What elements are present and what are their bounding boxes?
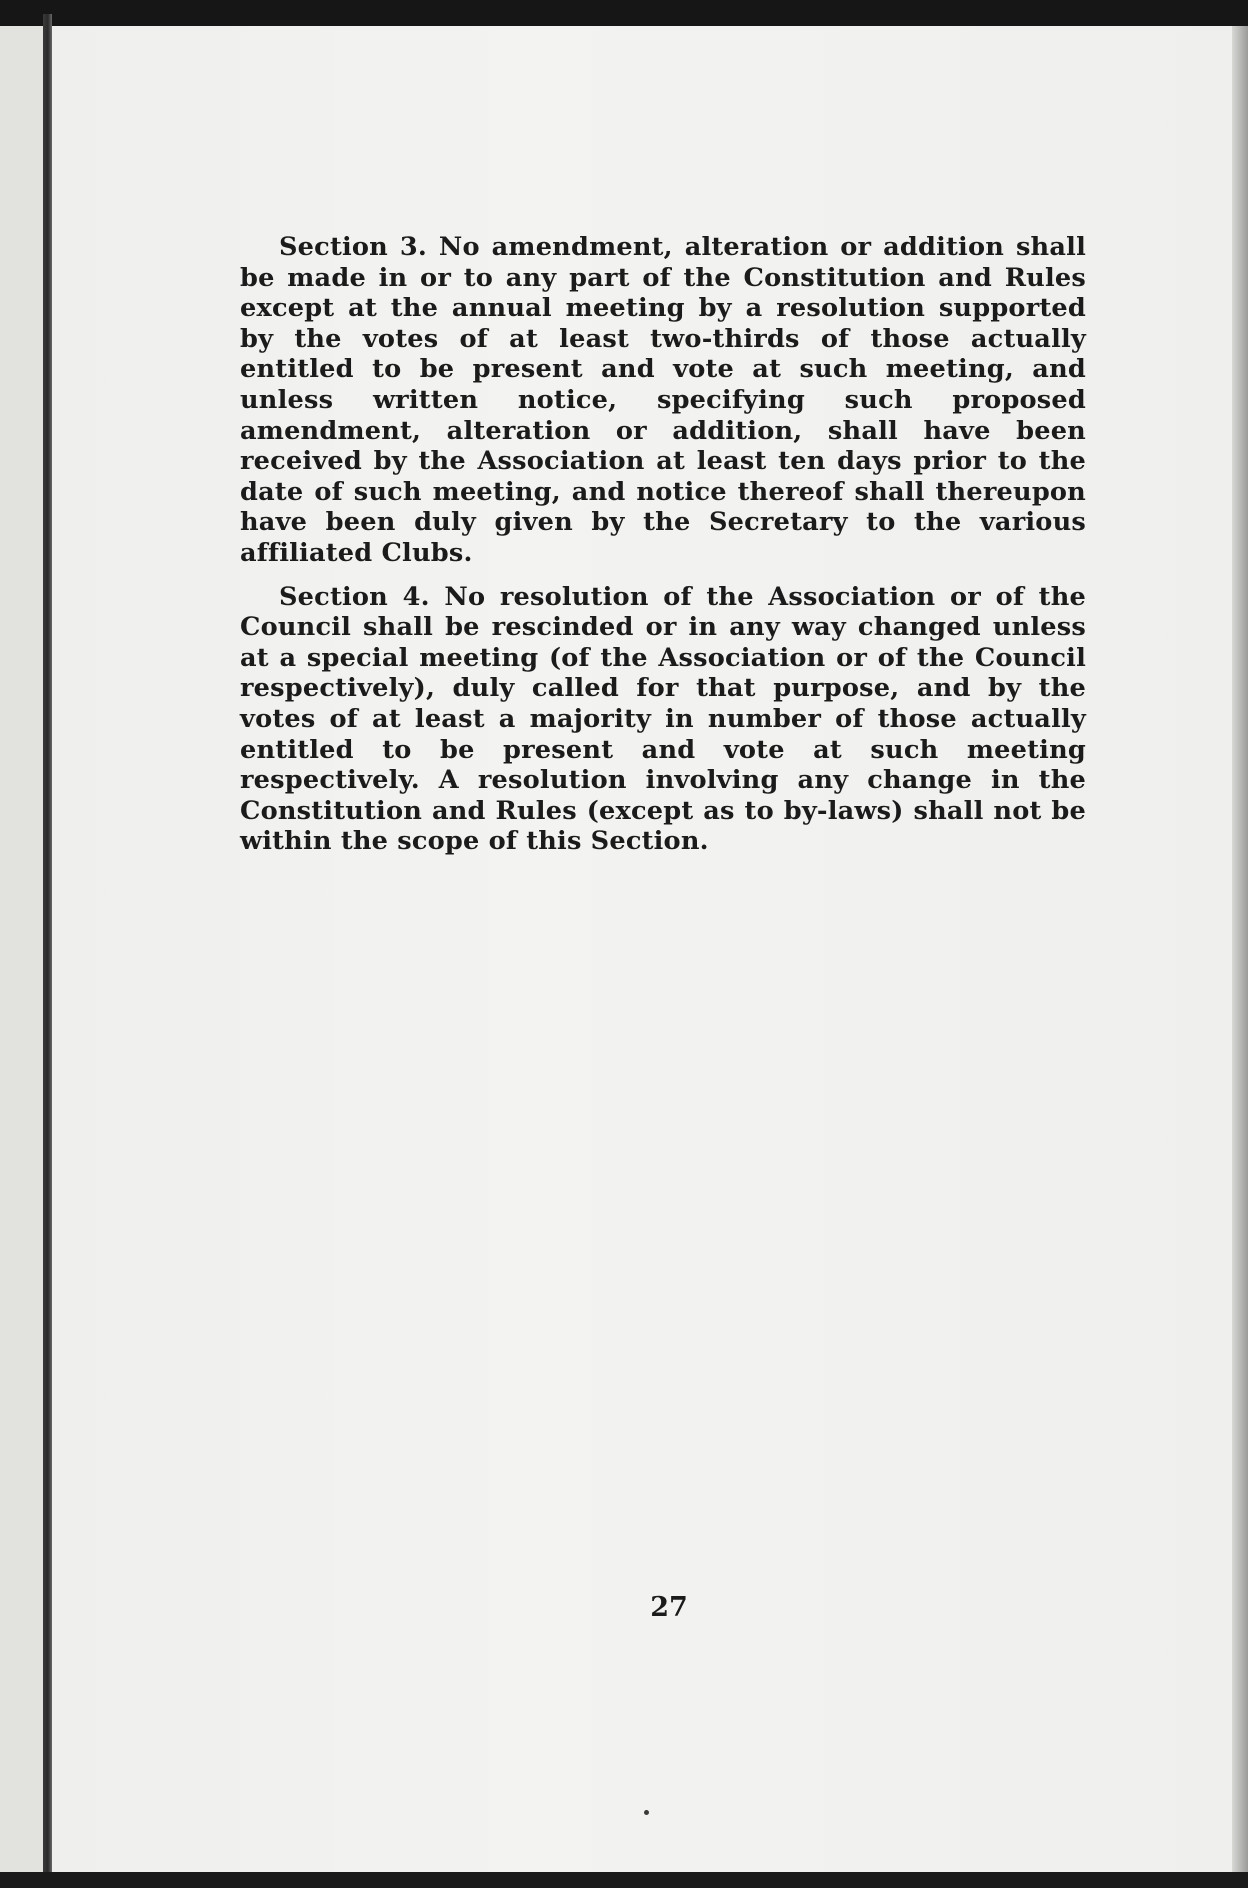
page-body: [240, 232, 1086, 870]
section-3-paragraph: Section 3. No amendment, alteration or addition shall be made in or to any part of the Constitution and Rules except at the annual meeting by a resolution supported by the votes of at least two-thirds of those actually entitled to be present and vote at such meeting, and unless written notice, specifying such proposed amendment, alteration or addition, shall have been received by the Association at least ten days prior to the date of such meeting, and notice thereof shall thereupon have been duly given by the Secretary to the various affiliated Clubs.: [240, 232, 1086, 568]
paper-speck: [644, 1810, 649, 1815]
page-number: 27: [650, 1592, 688, 1623]
scan-top-border: [0, 0, 1248, 26]
facing-page-edge: [0, 26, 44, 1872]
page-right-edge: [1232, 26, 1248, 1872]
section-4-paragraph: Section 4. No resolution of the Association or of the Council shall be rescinded or in any way changed unless at a special meeting (of the Association or of the Council respectively), duly called for that purpose, and by the votes of at least a majority in number of those actually entitled to be present and vote at such meeting respectively. A resolution involving any change in the Constitution and Rules (except as to by-laws) shall not be within the scope of this Section.: [240, 581, 1086, 857]
binding-gutter: [43, 14, 52, 1874]
scan-bottom-border: [0, 1872, 1248, 1888]
